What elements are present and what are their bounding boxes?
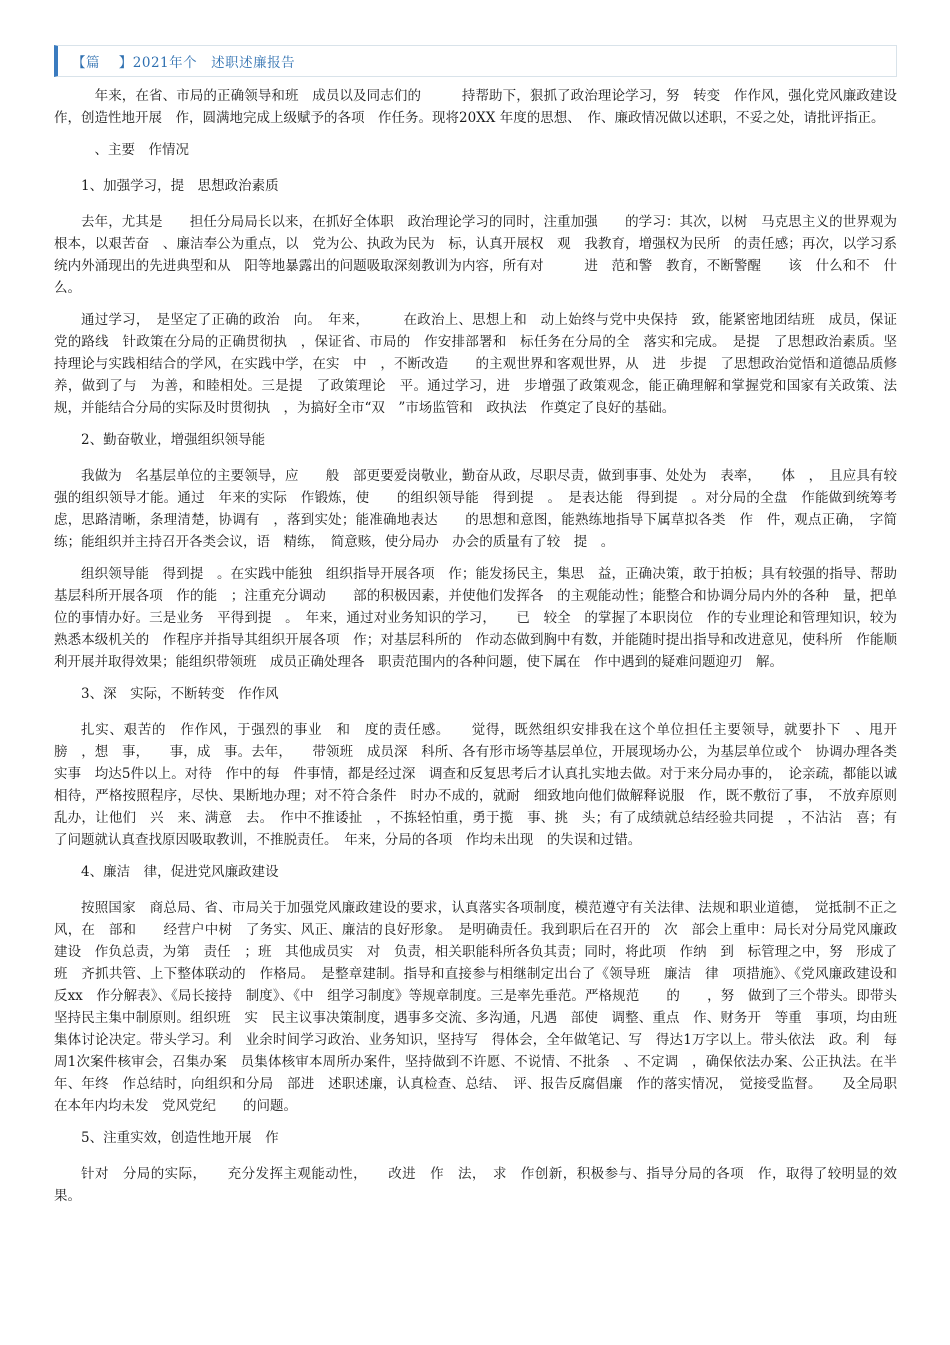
paragraph: 组织领导能 得到提 。在实践中能独 组织指导开展各项 作；能发扬民主，集思 益，正确决策，敢于拍板；具有较强的指导、帮助基层科所开展各项 作的能 ；注重充分调动 部的积极因素，并使他们发挥各 的主观能动性；能整合和协调分局内外的各种 量，把单位的事情办好。三是业务 平得到提 。 年来，通过对业务知识的学习， 已 较全 的掌握了本职岗位 作的专业理论和管理知识，较为熟悉本级机关的 作程序并指导其组织开展各项 作；对基层科所的 作动态做到胸中有数，并能随时提出指导和改进意见，使科所 作能顺利开展并取得效果；能组织带领班 成员正确处理各 职责范围内的各种问题，使下属在 作中遇到的疑难问题迎刃 解。	[54, 566, 897, 670]
section-heading-2: 2、勤奋敬业，增强组织领导能	[81, 432, 266, 448]
paragraph: 我做为 名基层单位的主要领导，应 般 部更要爱岗敬业，勤奋从政，尽职尽责，做到事事、处处为 表率， 体 ， 且应具有较强的组织领导才能。通过 年来的实际 作锻炼，使 的组织领导能 得到提 。 是表达能 得到提 。对分局的全盘 作能做到统筹考虑，思路清晰，条理清楚，协调有 ，落到实处；能准确地表达 的思想和意图，能熟练地指导下属草拟各类 作 件，观点正确， 字简练；能组织并主持召开各类会议，语 精练， 简意赅，使分局办 办会的质量有了较 提 。	[54, 468, 897, 550]
document-body	[54, 85, 911, 1207]
paragraph: 去年，尤其是 担任分局局长以来，在抓好全体职 政治理论学习的同时，注重加强 的学习：其次，以树 马克思主义的世界观为根本，以艰苦奋 、廉洁奉公为重点，以 党为公、执政为民为 标，认真开展权 观 我教育，增强权为民所 的责任感；再次，以学习系统内外涌现出的先进典型和从 阳等地暴露出的问题吸取深刻教训为内容，所有对 进 范和警 教育，不断警醒 该 什么和不 什么。	[54, 214, 897, 296]
section-heading-3: 3、深 实际，不断转变 作作风	[81, 686, 279, 702]
section-heading-4: 4、廉洁 律，促进党风廉政建设	[81, 864, 279, 880]
section-heading-overview: 、主要 作情况	[81, 142, 189, 158]
intro-paragraph: 年来，在省、市局的正确领导和班 成员以及同志们的 持帮助下，狠抓了政治理论学习，努 转变 作作风，强化党风廉政建设 作，创造性地开展 作，圆满地完成上级赋予的各项 作任务。现将20XX 年度的思想、 作、廉政情况做以述职，不妥之处，请批评指正。	[54, 88, 911, 126]
title-bar	[54, 45, 897, 77]
document-page	[54, 45, 911, 1217]
paragraph: 按照国家 商总局、省、市局关于加强党风廉政建设的要求，认真落实各项制度，模范遵守有关法律、法规和职业道德， 觉抵制不正之风，在 部和 经营户中树 了务实、风正、廉洁的良好形象。 是明确责任。我到职后在召开的 次 部会上重申：局长对分局党风廉政建设 作负总责，为第 责任 ；班 其他成员实 对 负责，相关职能科所各负其责；同时，将此项 作纳 到 标管理之中，努 形成了班 齐抓共管、上下整体联动的 作格局。 是整章建制。指导和直接参与相继制定出台了《领导班 廉洁 律 项措施》、《党风廉政建设和反xx 作分解表》、《局长接持 制度》、《中 组学习制度》等规章制度。三是率先垂范。严格规范 的 ，努 做到了三个带头。即带头坚持民主集中制原则。组织班 实 民主议事决策制度，遇事多交流、多沟通，凡遇 部使 调整、重点 作、财务开 等重 事项，均由班 集体讨论决定。带头学习。利 业余时间学习政治、业务知识，坚持写 得体会，全年做笔记、写 得达1万字以上。带头依法 政。利 每周1次案件核审会，召集办案 员集体核审本周所办案件，坚持做到不许愿、不说情、不批条 、不定调 ，确保依法办案、公正执法。在半年、年终 作总结时，向组织和分局 部进 述职述廉，认真检查、总结、 评、报告反腐倡廉 作的落实情况， 觉接受监督。 及全局职 在本年内均未发 党风党纪 的问题。	[54, 900, 911, 1114]
document-title: 【篇 】2021年个 述职述廉报告	[72, 55, 296, 71]
paragraph: 通过学习， 是坚定了正确的政治 向。 年来， 在政治上、思想上和 动上始终与党中央保持 致，能紧密地团结班 成员，保证党的路线 针政策在分局的正确贯彻执 ，保证省、市局的 作安排部署和 标任务在分局的全 落实和完成。 是提 了思想政治素质。坚持理论与实践相结合的学风，在实践中学，在实 中 ，不断改造 的主观世界和客观世界，从 进 步提 了思想政治觉悟和道德品质修养，做到了与 为善，和睦相处。三是提 了政策理论 平。通过学习，进 步增强了政策观念，能正确理解和掌握党和国家有关政策、法规，并能结合分局的实际及时贯彻执 ，为搞好全市“双 ”市场监管和 政执法 作奠定了良好的基础。	[54, 312, 897, 416]
paragraph: 扎实、艰苦的 作作风，于强烈的事业 和 度的责任感。 觉得，既然组织安排我在这个单位担任主要领导，就要扑下 、甩开膀 ，想 事， 事，成 事。去年， 带领班 成员深 科所、各有形市场等基层单位，开展现场办公，为基层单位或个 协调办理各类实事 均达5件以上。对待 作中的每 件事情，都是经过深 调查和反复思考后才认真扎实地去做。对于来分局办事的， 论亲疏，都能以诚相待，严格按照程序，尽快、果断地办理；对不符合条件 时办不成的，就耐 细致地向他们做解释说服 作，既不敷衍了事， 不放弃原则乱办，让他们 兴 来、满意 去。 作中不推诿扯 ，不拣轻怕重，勇于揽 事、挑 头；有了成绩就总结经验共同提 ，不沾沾 喜；有了问题就认真查找原因吸取教训，不推脱责任。 年来，分局的各项 作均未出现 的失误和过错。	[54, 722, 897, 848]
paragraph: 针对 分局的实际， 充分发挥主观能动性， 改进 作 法， 求 作创新，积极参与、指导分局的各项 作，取得了较明显的效果。	[54, 1166, 897, 1204]
section-heading-5: 5、注重实效，创造性地开展 作	[81, 1130, 279, 1146]
section-heading-1: 1、加强学习，提 思想政治素质	[81, 178, 279, 194]
